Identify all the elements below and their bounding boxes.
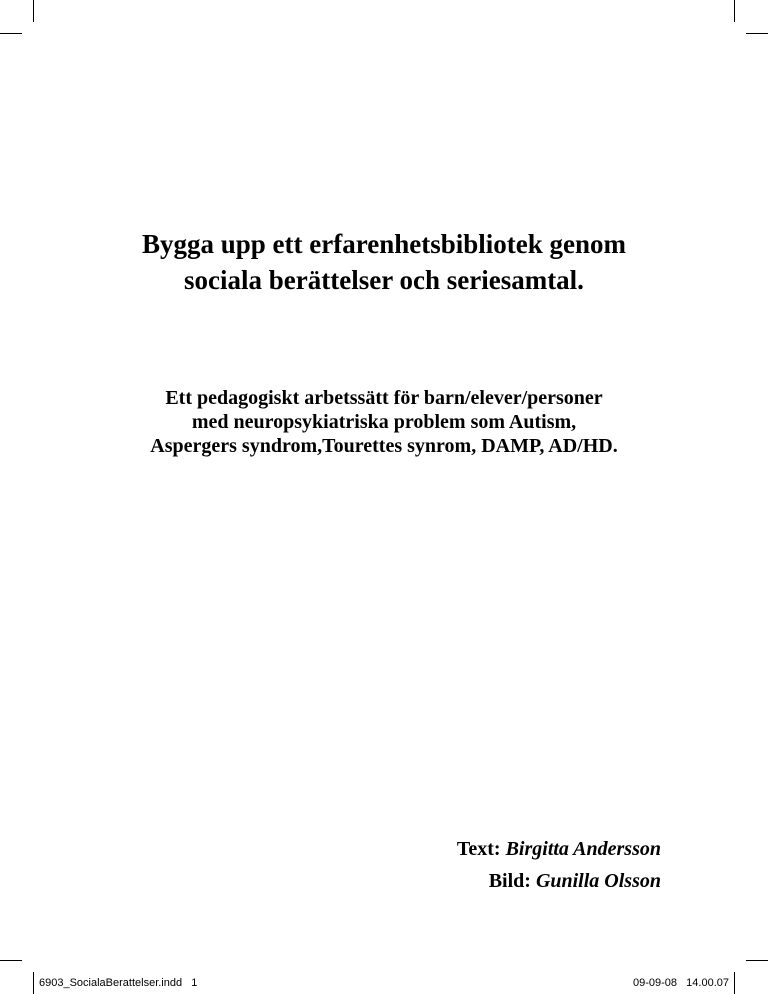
credit-image (457, 865, 661, 897)
crop-mark-bottom-right-vertical (734, 972, 735, 994)
title-line-1: Bygga upp ett erfarenhetsbibliotek genom (142, 229, 626, 259)
crop-mark-bottom-left-horizontal (0, 960, 22, 961)
crop-mark-top-right-horizontal (746, 33, 768, 34)
slug-filename: 6903_SocialaBerattelser.indd 1 (39, 977, 198, 989)
credit-image-label: Bild: (488, 870, 531, 892)
subtitle-line-3: Aspergers syndrom,Tourettes synrom, DAMP, AD/HD. (150, 435, 618, 457)
slug-timestamp: 09-09-08 14.00.07 (632, 977, 729, 989)
credit-text-author: Birgitta Andersson (505, 838, 661, 860)
credits (457, 833, 661, 897)
crop-mark-bottom-left-vertical (33, 972, 34, 994)
credit-text-label: Text: (456, 838, 501, 860)
title-line-2: sociala berättelser och seriesamtal. (184, 265, 584, 295)
subtitle (0, 386, 768, 458)
page-title (0, 226, 768, 298)
crop-mark-top-right-vertical (734, 0, 735, 22)
crop-mark-top-left-vertical (33, 0, 34, 22)
subtitle-line-1: Ett pedagogiskt arbetssätt för barn/elever/personer (165, 387, 603, 409)
credit-text (457, 833, 661, 865)
crop-mark-bottom-right-horizontal (746, 960, 768, 961)
credit-image-author: Gunilla Olsson (535, 870, 661, 892)
crop-mark-top-left-horizontal (0, 33, 22, 34)
subtitle-line-2: med neuropsykiatriska problem som Autism, (191, 411, 577, 433)
